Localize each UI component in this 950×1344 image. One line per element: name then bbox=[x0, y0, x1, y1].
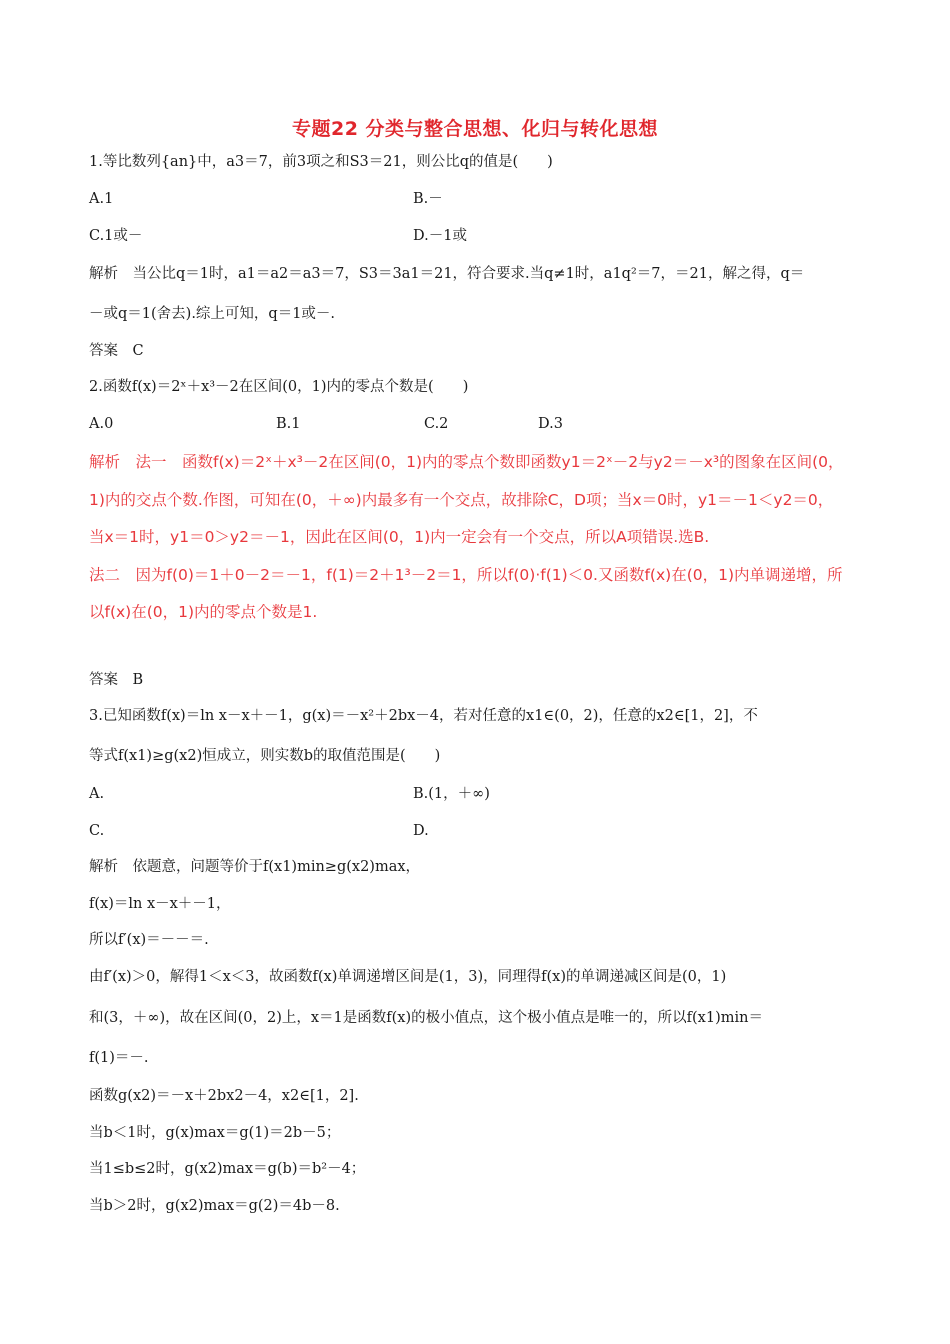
q1-answer: 答案 C bbox=[89, 343, 144, 359]
q1-option-d: D.－1或 bbox=[413, 228, 467, 244]
q3-option-b: B.(1，＋∞) bbox=[413, 786, 490, 802]
q2-stem: 2.函数f(x)＝2ˣ＋x³－2在区间(0，1)内的零点个数是( ) bbox=[89, 379, 469, 395]
q3-option-d: D. bbox=[413, 823, 429, 839]
q2-option-c: C.2 bbox=[424, 416, 449, 432]
q3-option-c: C. bbox=[89, 823, 105, 839]
q3-stem-line-1: 3.已知函数f(x)＝ln x－x＋－1，g(x)＝－x²＋2bx－4，若对任意的x1∈(0，2)，任意的x2∈[1，2]，不 bbox=[89, 708, 758, 724]
q3-analysis-line-10: 当b＞2时，g(x2)max＝g(2)＝4b－8. bbox=[89, 1198, 340, 1214]
q3-option-a: A. bbox=[89, 786, 105, 802]
q1-option-b: B.－ bbox=[413, 191, 443, 207]
q1-stem: 1.等比数列{an}中，a3＝7，前3项之和S3＝21，则公比q的值是( ) bbox=[89, 154, 553, 170]
q2-option-b: B.1 bbox=[276, 416, 301, 432]
q3-stem-line-2: 等式f(x1)≥g(x2)恒成立，则实数b的取值范围是( ) bbox=[89, 748, 441, 764]
q3-analysis-line-4: 由f′(x)＞0，解得1＜x＜3，故函数f(x)单调递增区间是(1，3)，同理得f(x)的单调递减区间是(0，1) bbox=[89, 969, 727, 985]
q3-analysis-line-8: 当b＜1时，g(x)max＝g(1)＝2b－5； bbox=[89, 1125, 341, 1141]
q3-analysis-line-9: 当1≤b≤2时，g(x2)max＝g(b)＝b²－4； bbox=[89, 1161, 366, 1177]
q3-analysis-line-5: 和(3，＋∞)，故在区间(0，2)上，x＝1是函数f(x)的极小值点，这个极小值点是唯一的，所以f(x1)min＝ bbox=[89, 1010, 763, 1026]
q2-option-d: D.3 bbox=[538, 416, 563, 432]
q2-analysis-line-5: 以f(x)在(0，1)内的零点个数是1. bbox=[89, 603, 318, 621]
q2-analysis-line-2: 1)内的交点个数.作图，可知在(0，＋∞)内最多有一个交点，故排除C，D项；当x＝0时，y1＝－1＜y2＝0， bbox=[89, 491, 834, 509]
q3-analysis-line-3: 所以f′(x)＝－－＝. bbox=[89, 932, 209, 948]
q2-analysis-line-4: 法二 因为f(0)＝1＋0－2＝－1，f(1)＝2＋1³－2＝1，所以f(0)·f(1)＜0.又函数f(x)在(0，1)内单调递增，所 bbox=[89, 566, 843, 584]
q2-answer: 答案 B bbox=[89, 672, 144, 688]
page-title: 专题22 分类与整合思想、化归与转化思想 bbox=[291, 118, 659, 140]
q3-analysis-line-2: f(x)＝ln x－x＋－1， bbox=[89, 896, 231, 912]
q1-analysis-line-2: －或q＝1(舍去).综上可知，q＝1或－. bbox=[89, 306, 336, 322]
q1-option-a: A.1 bbox=[89, 191, 114, 207]
q2-analysis-line-3: 当x＝1时，y1＝0＞y2＝－1，因此在区间(0，1)内一定会有一个交点，所以A项错误.选B. bbox=[89, 528, 710, 546]
q1-analysis-line-1: 解析 当公比q＝1时，a1＝a2＝a3＝7，S3＝3a1＝21，符合要求.当q≠1时，a1q²＝7，＝21，解之得，q＝ bbox=[89, 266, 805, 282]
q3-analysis-line-7: 函数g(x2)＝－x＋2bx2－4，x2∈[1，2]. bbox=[89, 1088, 359, 1104]
q2-option-a: A.0 bbox=[89, 416, 114, 432]
q3-analysis-line-1: 解析 依题意，问题等价于f(x1)min≥g(x2)max， bbox=[89, 859, 421, 875]
q3-analysis-line-6: f(1)＝－. bbox=[89, 1050, 149, 1066]
q2-analysis-line-1: 解析 法一 函数f(x)＝2ˣ＋x³－2在区间(0，1)内的零点个数即函数y1＝2ˣ－2与y2＝－x³的图象在区间(0， bbox=[89, 453, 844, 471]
q1-option-c: C.1或－ bbox=[89, 228, 143, 244]
